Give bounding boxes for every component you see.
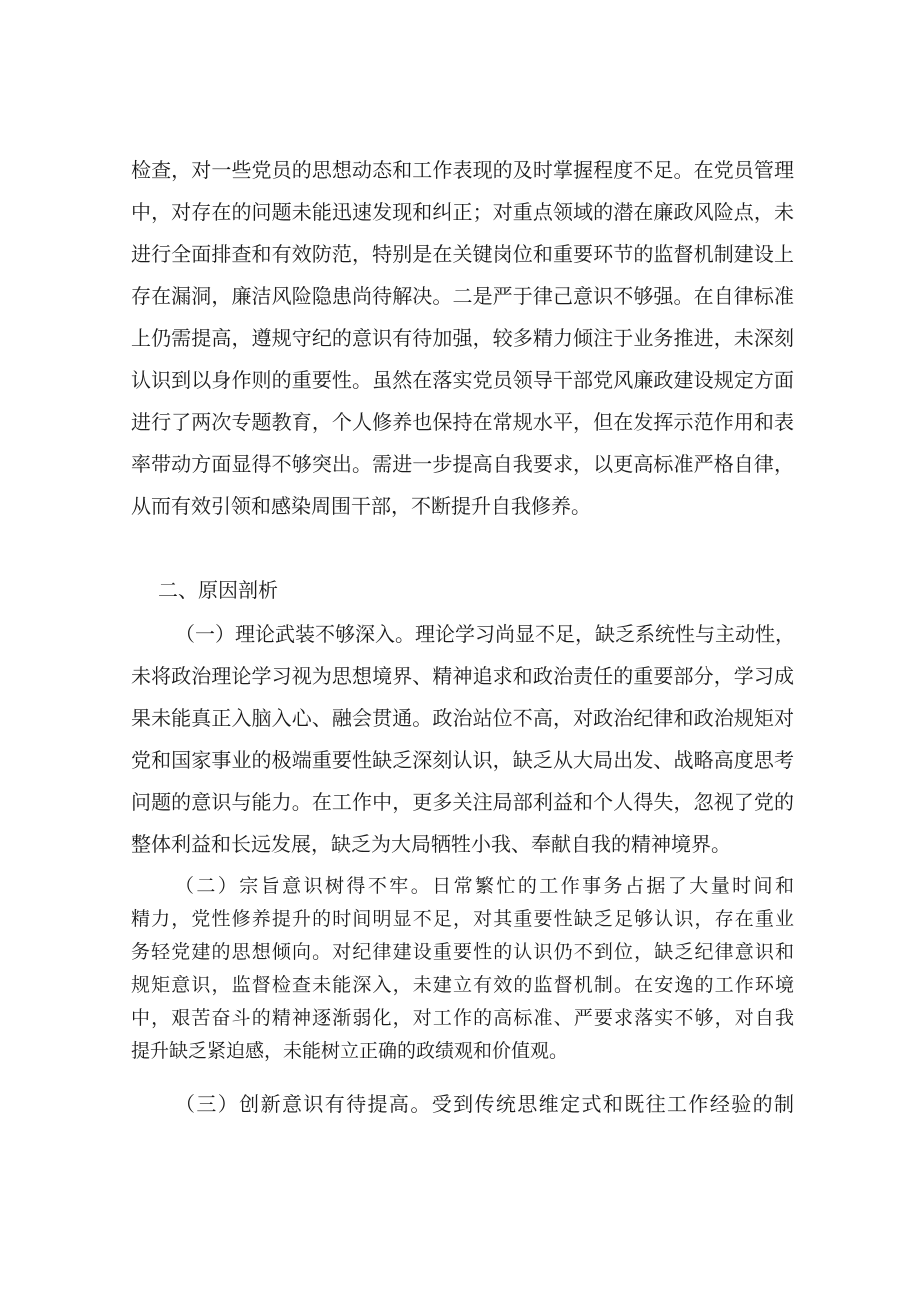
paragraph-2-line-6: 整体利益和长远发展，缺乏为大局牺牲小我、奉献自我的精神境界。 xyxy=(131,832,731,856)
paragraph-1-line-5: 上仍需提高，遵规守纪的意识有待加强，较多精力倾注于业务推进，未深刻 xyxy=(131,326,794,350)
paragraph-1-line-2: 中，对存在的问题未能迅速发现和纠正；对重点领域的潜在廉政风险点，未 xyxy=(131,200,794,224)
paragraph-1-line-7: 进行了两次专题教育，个人修养也保持在常规水平，但在发挥示范作用和表 xyxy=(131,410,794,434)
paragraph-3-line-2: 精力，党性修养提升的时间明显不足，对其重要性缺乏足够认识，存在重业 xyxy=(131,908,794,930)
paragraph-3-line-4: 规矩意识，监督检查未能深入，未建立有效的监督机制。在安逸的工作环境 xyxy=(131,974,794,996)
section-heading: 二、原因剖析 xyxy=(158,578,278,602)
paragraph-1-line-8: 率带动方面显得不够突出。需进一步提高自我要求，以更高标准严格自律， xyxy=(131,452,794,476)
paragraph-1-line-1: 检查，对一些党员的思想动态和工作表现的及时掌握程度不足。在党员管理 xyxy=(131,158,794,182)
paragraph-4-line-1: （三）创新意识有待提高。受到传统思维定式和既往工作经验的制 xyxy=(175,1092,794,1116)
paragraph-2-line-4: 党和国家事业的极端重要性缺乏深刻认识，缺乏从大局出发、战略高度思考 xyxy=(131,748,794,772)
paragraph-1-line-4: 存在漏洞，廉洁风险隐患尚待解决。二是严于律己意识不够强。在自律标准 xyxy=(131,284,794,308)
paragraph-3-line-5: 中，艰苦奋斗的精神逐渐弱化，对工作的高标准、严要求落实不够，对自我 xyxy=(131,1007,794,1029)
paragraph-3-line-1: （二）宗旨意识树得不牢。日常繁忙的工作事务占据了大量时间和 xyxy=(175,875,794,897)
paragraph-2-line-1: （一）理论武装不够深入。理论学习尚显不足，缺乏系统性与主动性， xyxy=(175,622,795,646)
paragraph-1-line-3: 进行全面排查和有效防范，特别是在关键岗位和重要环节的监督机制建设上 xyxy=(131,242,794,266)
paragraph-3-line-3: 务轻党建的思想倾向。对纪律建设重要性的认识仍不到位，缺乏纪律意识和 xyxy=(131,941,794,963)
paragraph-1-line-9: 从而有效引领和感染周围干部，不断提升自我修养。 xyxy=(131,494,591,518)
paragraph-2-line-2: 未将政治理论学习视为思想境界、精神追求和政治责任的重要部分，学习成 xyxy=(131,664,794,688)
paragraph-2-line-5: 问题的意识与能力。在工作中，更多关注局部利益和个人得失，忽视了党的 xyxy=(131,790,794,814)
paragraph-1-line-6: 认识到以身作则的重要性。虽然在落实党员领导干部党风廉政建设规定方面 xyxy=(131,368,794,392)
paragraph-3-line-6: 提升缺乏紧迫感，未能树立正确的政绩观和价值观。 xyxy=(131,1040,569,1062)
paragraph-2-line-3: 果未能真正入脑入心、融会贯通。政治站位不高，对政治纪律和政治规矩对 xyxy=(131,706,794,730)
